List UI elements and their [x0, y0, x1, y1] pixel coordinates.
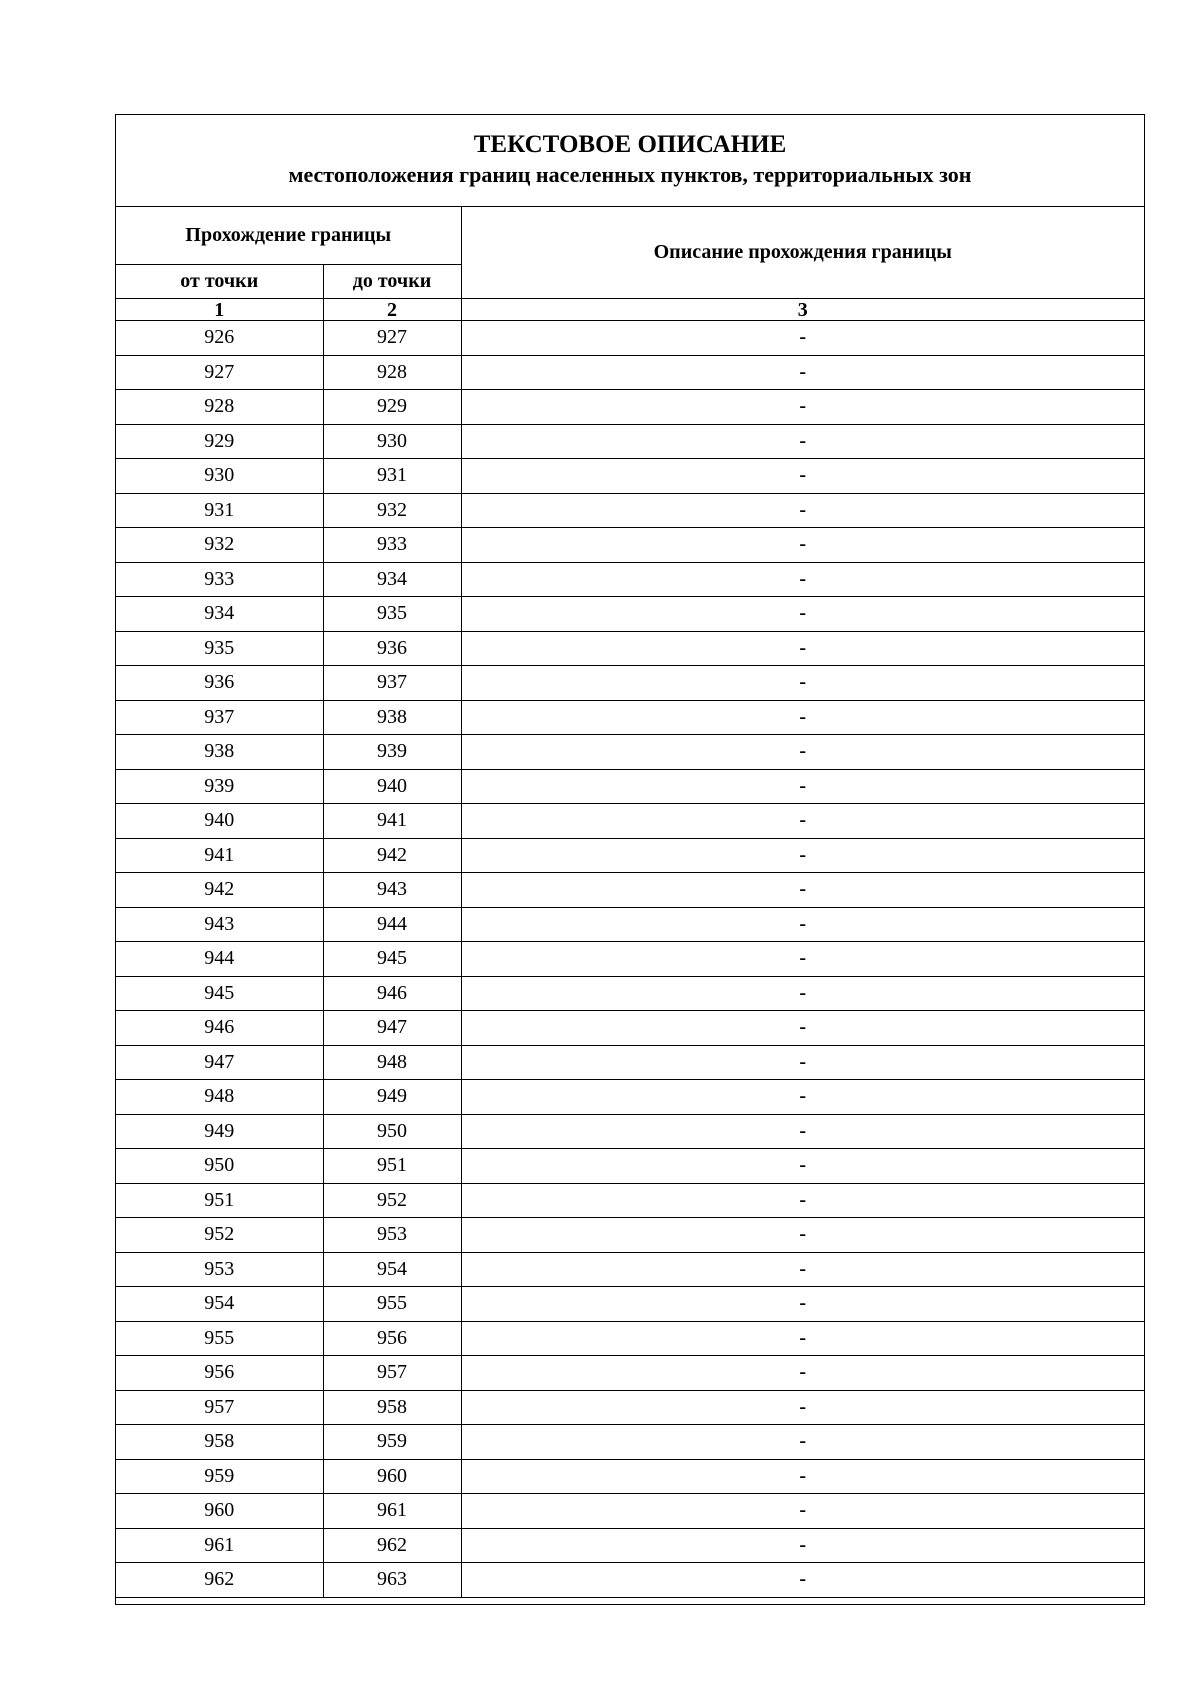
cell-to-point: 931: [323, 459, 461, 494]
cell-to-point: 946: [323, 976, 461, 1011]
cell-description: -: [461, 1425, 1144, 1460]
cell-to-point: 945: [323, 942, 461, 977]
cell-description: -: [461, 735, 1144, 770]
cell-description: -: [461, 528, 1144, 563]
cell-from-point: 955: [116, 1321, 323, 1356]
cell-description: -: [461, 493, 1144, 528]
table-row: [116, 1356, 1144, 1391]
table-row: [116, 424, 1144, 459]
cell-from-point: 961: [116, 1528, 323, 1563]
cell-to-point: 928: [323, 355, 461, 390]
cell-to-point: 953: [323, 1218, 461, 1253]
table-row: [116, 1252, 1144, 1287]
document-title: ТЕКСТОВОЕ ОПИСАНИЕ: [473, 131, 787, 158]
cell-to-point: 934: [323, 562, 461, 597]
cell-to-point: 942: [323, 838, 461, 873]
cell-description: -: [461, 1390, 1144, 1425]
cell-description: -: [461, 631, 1144, 666]
cell-from-point: 938: [116, 735, 323, 770]
cell-description: -: [461, 597, 1144, 632]
cell-from-point: 939: [116, 769, 323, 804]
cell-from-point: 945: [116, 976, 323, 1011]
cell-description: -: [461, 1528, 1144, 1563]
cell-to-point: 929: [323, 390, 461, 425]
cell-from-point: 946: [116, 1011, 323, 1046]
table-row: [116, 735, 1144, 770]
table-row: [116, 1563, 1144, 1598]
document-subtitle: местоположения границ населенных пунктов, территориальных зон: [288, 162, 972, 187]
cell-to-point: 963: [323, 1563, 461, 1598]
cell-to-point: 952: [323, 1183, 461, 1218]
cell-description: -: [461, 769, 1144, 804]
cell-to-point: 941: [323, 804, 461, 839]
cell-to-point: 954: [323, 1252, 461, 1287]
table-row: [116, 666, 1144, 701]
cell-description: -: [461, 459, 1144, 494]
cell-from-point: 957: [116, 1390, 323, 1425]
cell-to-point: 936: [323, 631, 461, 666]
cell-to-point: 938: [323, 700, 461, 735]
table-row: [116, 873, 1144, 908]
table-row: [116, 838, 1144, 873]
table-row: [116, 1114, 1144, 1149]
cell-from-point: 937: [116, 700, 323, 735]
cell-to-point: 947: [323, 1011, 461, 1046]
header-from-point: от точки: [116, 265, 323, 299]
cell-to-point: 961: [323, 1494, 461, 1529]
cell-from-point: 936: [116, 666, 323, 701]
cell-description: -: [461, 1149, 1144, 1184]
cell-from-point: 932: [116, 528, 323, 563]
cell-from-point: 943: [116, 907, 323, 942]
cell-from-point: 962: [116, 1563, 323, 1598]
cell-from-point: 942: [116, 873, 323, 908]
cell-from-point: 949: [116, 1114, 323, 1149]
cell-description: -: [461, 390, 1144, 425]
cell-to-point: 937: [323, 666, 461, 701]
cell-to-point: 930: [323, 424, 461, 459]
cell-description: -: [461, 1011, 1144, 1046]
cell-description: -: [461, 1563, 1144, 1598]
cell-description: -: [461, 1494, 1144, 1529]
cell-description: -: [461, 562, 1144, 597]
cell-to-point: 944: [323, 907, 461, 942]
cell-description: -: [461, 804, 1144, 839]
cell-to-point: 939: [323, 735, 461, 770]
boundary-table: [116, 207, 1144, 1598]
cell-description: -: [461, 1183, 1144, 1218]
cell-to-point: 951: [323, 1149, 461, 1184]
cell-from-point: 956: [116, 1356, 323, 1391]
table-row: [116, 597, 1144, 632]
document-header: [116, 115, 1144, 207]
table-row: [116, 1183, 1144, 1218]
cell-description: -: [461, 1356, 1144, 1391]
cell-to-point: 949: [323, 1080, 461, 1115]
column-number-3: 3: [461, 299, 1144, 321]
cell-from-point: 941: [116, 838, 323, 873]
cell-description: -: [461, 321, 1144, 356]
cell-description: -: [461, 424, 1144, 459]
cell-to-point: 948: [323, 1045, 461, 1080]
cell-from-point: 934: [116, 597, 323, 632]
cell-description: -: [461, 1252, 1144, 1287]
cell-description: -: [461, 1459, 1144, 1494]
table-row: [116, 528, 1144, 563]
cell-description: -: [461, 976, 1144, 1011]
cell-description: -: [461, 355, 1144, 390]
table-row: [116, 942, 1144, 977]
table-row: [116, 804, 1144, 839]
cell-to-point: 957: [323, 1356, 461, 1391]
cell-to-point: 958: [323, 1390, 461, 1425]
cell-description: -: [461, 942, 1144, 977]
cell-from-point: 926: [116, 321, 323, 356]
cell-description: -: [461, 1218, 1144, 1253]
cell-from-point: 944: [116, 942, 323, 977]
cell-description: -: [461, 1080, 1144, 1115]
cell-from-point: 930: [116, 459, 323, 494]
column-number-1: 1: [116, 299, 323, 321]
table-bottom-margin: [116, 1598, 1144, 1604]
table-row: [116, 321, 1144, 356]
table-row: [116, 976, 1144, 1011]
table-row: [116, 1425, 1144, 1460]
table-row: [116, 631, 1144, 666]
table-row: [116, 459, 1144, 494]
table-row: [116, 1011, 1144, 1046]
cell-to-point: 932: [323, 493, 461, 528]
cell-to-point: 935: [323, 597, 461, 632]
cell-to-point: 956: [323, 1321, 461, 1356]
header-to-point: до точки: [323, 265, 461, 299]
cell-from-point: 952: [116, 1218, 323, 1253]
table-row: [116, 1218, 1144, 1253]
table-row: [116, 390, 1144, 425]
table-row: [116, 1390, 1144, 1425]
table-row: [116, 1321, 1144, 1356]
table-row: [116, 562, 1144, 597]
cell-description: -: [461, 1114, 1144, 1149]
cell-from-point: 931: [116, 493, 323, 528]
cell-to-point: 962: [323, 1528, 461, 1563]
cell-description: -: [461, 873, 1144, 908]
boundary-description-document: [115, 114, 1145, 1605]
table-row: [116, 907, 1144, 942]
cell-from-point: 940: [116, 804, 323, 839]
cell-to-point: 959: [323, 1425, 461, 1460]
cell-description: -: [461, 700, 1144, 735]
cell-from-point: 927: [116, 355, 323, 390]
cell-from-point: 954: [116, 1287, 323, 1322]
cell-to-point: 960: [323, 1459, 461, 1494]
cell-from-point: 950: [116, 1149, 323, 1184]
table-row: [116, 700, 1144, 735]
cell-from-point: 933: [116, 562, 323, 597]
cell-description: -: [461, 1287, 1144, 1322]
cell-from-point: 948: [116, 1080, 323, 1115]
cell-from-point: 958: [116, 1425, 323, 1460]
table-row: [116, 1494, 1144, 1529]
column-number-2: 2: [323, 299, 461, 321]
table-body: [116, 321, 1144, 1598]
cell-to-point: 950: [323, 1114, 461, 1149]
cell-from-point: 951: [116, 1183, 323, 1218]
table-row: [116, 769, 1144, 804]
cell-to-point: 927: [323, 321, 461, 356]
cell-from-point: 935: [116, 631, 323, 666]
table-row: [116, 1045, 1144, 1080]
cell-from-point: 929: [116, 424, 323, 459]
table-row: [116, 493, 1144, 528]
cell-to-point: 940: [323, 769, 461, 804]
cell-from-point: 960: [116, 1494, 323, 1529]
cell-description: -: [461, 1045, 1144, 1080]
cell-from-point: 959: [116, 1459, 323, 1494]
header-description: Описание прохождения границы: [461, 207, 1144, 299]
cell-description: -: [461, 907, 1144, 942]
group-header-boundary-passage: Прохождение границы: [116, 207, 461, 265]
cell-description: -: [461, 1321, 1144, 1356]
table-row: [116, 1528, 1144, 1563]
table-row: [116, 1149, 1144, 1184]
cell-description: -: [461, 838, 1144, 873]
cell-from-point: 928: [116, 390, 323, 425]
cell-to-point: 943: [323, 873, 461, 908]
table-row: [116, 1459, 1144, 1494]
cell-from-point: 953: [116, 1252, 323, 1287]
table-row: [116, 1287, 1144, 1322]
cell-to-point: 933: [323, 528, 461, 563]
table-row: [116, 1080, 1144, 1115]
cell-to-point: 955: [323, 1287, 461, 1322]
cell-from-point: 947: [116, 1045, 323, 1080]
table-row: [116, 355, 1144, 390]
cell-description: -: [461, 666, 1144, 701]
